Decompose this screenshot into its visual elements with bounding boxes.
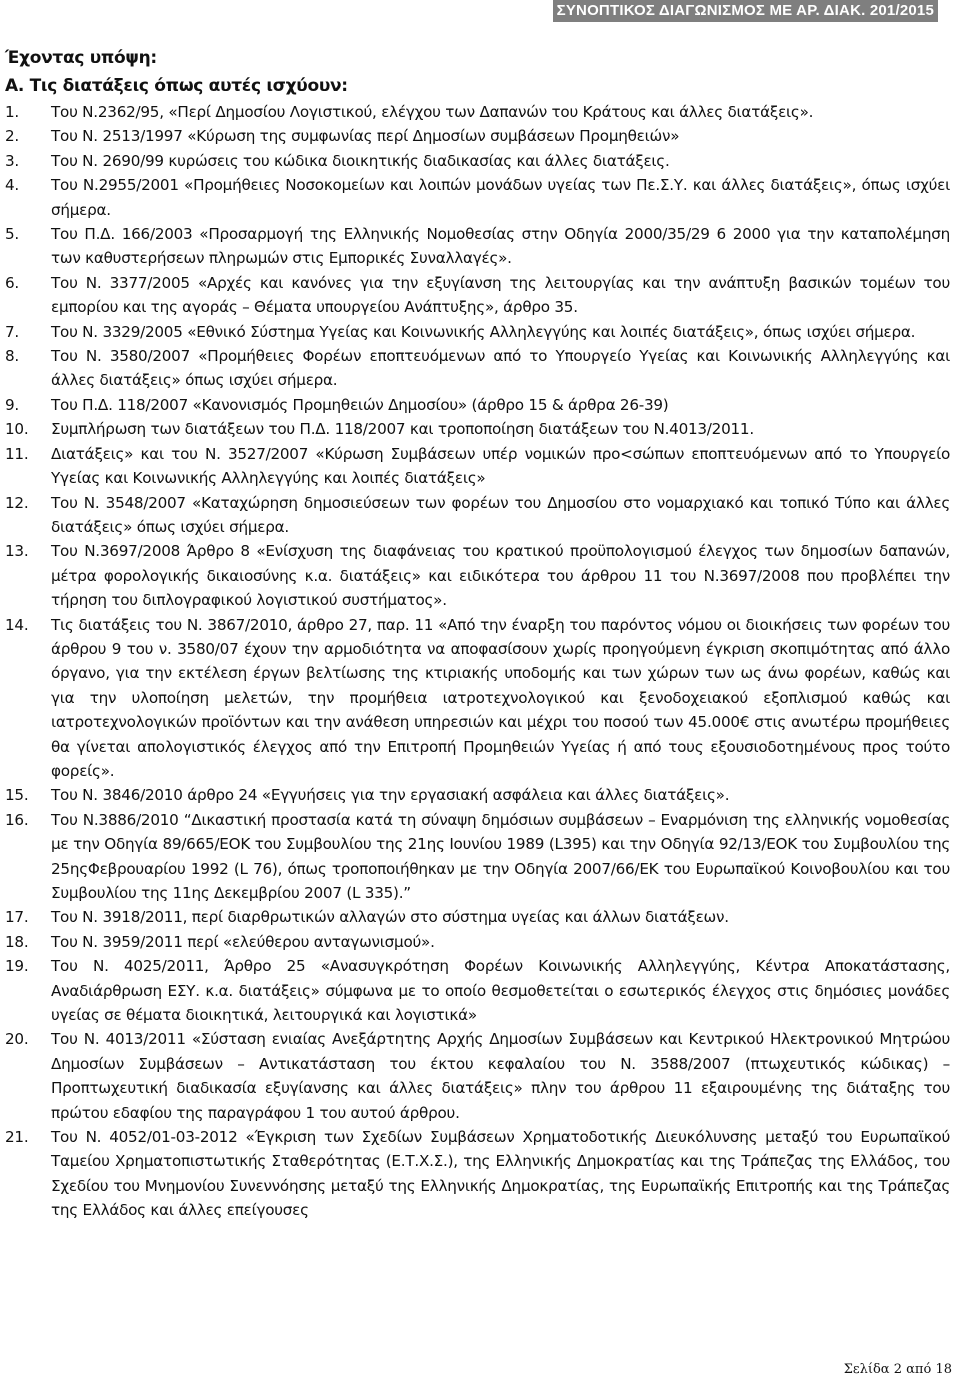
list-item-number: 16. — [5, 810, 29, 829]
list-item-number: 15. — [5, 786, 29, 805]
list-item-text: Του Ν. 3580/2007 «Προμήθειες Φορέων εποπτευόμενων από το Υπουργείο Υγείας και Κοινωνικής Αλληλεγγύης και άλλες διατάξεις» όπως ισχύει σήμερα. — [51, 347, 950, 390]
list-item-text: Του Ν.2955/2001 «Προμήθειες Νοσοκομείων και λοιπών μονάδων υγείας των Πε.Σ.Υ. και άλλες διατάξεις», όπως ισχύει σήμερα. — [51, 176, 950, 219]
list-item — [5, 344, 950, 393]
list-item — [5, 149, 950, 173]
list-item-number: 14. — [5, 615, 29, 634]
list-item — [5, 491, 950, 540]
list-item-text: Του Ν. 3959/2011 περί «ελεύθερου ανταγωνισμού». — [51, 932, 435, 951]
intro-section — [5, 44, 348, 100]
list-item-text: Του Ν. 4025/2011, Άρθρο 25 «Ανασυγκρότηση Φορέων Κοινωνικής Αλληλεγγύης, Κέντρα Αποκατάστασης, Αναδιάρθρωση ΕΣΥ. κ.α. διατάξεις» σύμφωνα με το οποίο θεσμοθετείται ο εσωτερικός έλεγχος στις δημόσιες μονάδες υγείας σε θέματα διοικητικά, λειτουργικά και λογιστικά» — [51, 957, 950, 1025]
list-item — [5, 1125, 950, 1223]
list-item-number: 5. — [5, 225, 19, 244]
list-item — [5, 442, 950, 491]
list-item — [5, 320, 950, 344]
list-item — [5, 539, 950, 612]
list-item-number: 10. — [5, 420, 29, 439]
list-item-text: Διατάξεις» και του Ν. 3527/2007 «Κύρωση Συμβάσεων υπέρ νομικών προ<σώπων εποπτευόμενων από το Υπουργείο Υγείας και Κοινωνικής Αλληλεγγύης και λοιπές διατάξεις» — [51, 444, 950, 488]
page-footer — [844, 1362, 952, 1378]
list-item-text: Του Ν. 3377/2005 «Αρχές και κανόνες για την εξυγίανση της λειτουργίας και την ανάπτυξη βασικών τομέων του εμπορίου και της αγοράς – Θέματα υπουργείου Ανάπτυξης», άρθρο 35. — [51, 273, 950, 317]
page-total: 18 — [935, 1362, 952, 1377]
list-item-number: 19. — [5, 957, 29, 976]
list-item-number: 4. — [5, 176, 19, 195]
list-item — [5, 100, 950, 124]
list-item — [5, 930, 950, 954]
list-item-text: Τις διατάξεις του Ν. 3867/2010, άρθρο 27, παρ. 11 «Από την έναρξη του παρόντος νόμου οι διοικήσεις των φορέων του άρθρου 9 του ν. 3580/07 έχουν την αρμοδιότητα να αποφασίσουν χωρίς προηγούμενη έγκριση σκοπιμότητας από άλλο όργανο, για την εκτέλεση έργων βελτίωσης της κτιριακής υποδομής και των χώρων των ως άνω φορέων, καθώς και για την υλοποίηση μελετών, την προμήθεια ιατροτεχνολογικού και ξενοδοχειακού εξοπλισμού καθώς και ιατροτεχνολογικών προϊόντων και την ανάθεση υπηρεσιών και μέχρι του ποσού των 45.000€ στις ανωτέρω προμήθειες θα γίνεται απολογιστικός έλεγχος από την Επιτροπή Προμηθειών Υγείας ή από τους εξουσιοδοτημένους προς τούτο φορείς». — [51, 615, 950, 780]
list-item-text: Του Π.Δ. 118/2007 «Κανονισμός Προμηθειών Δημοσίου» (άρθρο 15 & άρθρα 26-39) — [51, 395, 669, 414]
list-item-number: 20. — [5, 1030, 29, 1049]
list-item-text: Του Ν.3697/2008 Άρθρο 8 «Ενίσχυση της διαφάνειας του κρατικού προϋπολογισμού έλεγχος των δημοσίων δαπανών, μέτρα φορολογικής δικαιοσύνης κ.α. διατάξεις» και ειδικότερα του άρθρου 11 του Ν.3697/2008 που προβλέπει την τήρηση του διπλογραφικού λογιστικού συστήματος». — [51, 542, 950, 610]
list-item-number: 2. — [5, 127, 19, 146]
list-item — [5, 417, 950, 441]
intro-subheading: Α. Τις διατάξεις όπως αυτές ισχύουν: — [5, 76, 348, 96]
list-item — [5, 1027, 950, 1125]
law-list — [5, 100, 950, 1223]
list-item — [5, 173, 950, 222]
list-item-number: 9. — [5, 395, 19, 414]
list-item-text: Του Ν.2362/95, «Περί Δημοσίου Λογιστικού, ελέγχου των Δαπανών του Κράτους και άλλες διατάξεις». — [51, 103, 814, 121]
list-item-number: 6. — [5, 273, 19, 292]
list-item-text: Του Ν. 4052/01-03-2012 «Έγκριση των Σχεδίων Συμβάσεων Χρηματοδοτικής Διευκόλυνσης μεταξύ του Ευρωπαϊκού Ταμείου Χρηματοπιστωτικής Σταθερότητας (Ε.Τ.Χ.Σ.), της Ελληνικής Δημοκρατίας και της Τράπεζας της Ελλάδος, του Σχεδίου του Μνημονίου Συνεννόησης μεταξύ της Ελληνικής Δημοκρατίας, της Ευρωπαϊκής Επιτροπής και της Τράπεζας της Ελλάδος και άλλες επείγουσες — [51, 1128, 950, 1220]
list-item-text: Του Ν. 2513/1997 «Κύρωση της συμφωνίας περί Δημοσίων συμβάσεων Προμηθειών» — [51, 127, 680, 146]
list-item-text: Του Ν. 4013/2011 «Σύσταση ενιαίας Ανεξάρτητης Αρχής Δημοσίων Συμβάσεων και Κεντρικού Ηλεκτρονικού Μητρώου Δημοσίων Συμβάσεων – Αντικατάσταση του έκτου κεφαλαίου του Ν. 3588/2007 (πτωχευτικός κώδικας) – Προπτωχευτική διαδικασία εξυγίανσης και άλλες διατάξεις» πλην του άρθρου 11 εξαιρουμένης της διάταξης του πρώτου εδαφίου της παραγράφου 1 του αυτού άρθρου. — [51, 1030, 950, 1122]
page-sep: από — [906, 1362, 932, 1377]
list-item-number: 8. — [5, 347, 19, 366]
list-item — [5, 271, 950, 320]
document-header — [0, 0, 960, 22]
list-item-number: 18. — [5, 932, 29, 951]
header-title: ΣΥΝΟΠΤΙΚΟΣ ΔΙΑΓΩΝΙΣΜΟΣ ΜΕ ΑΡ. ΔΙΑΚ. 201/2015 — [553, 0, 938, 22]
list-item — [5, 613, 950, 784]
list-item — [5, 808, 950, 906]
list-item-number: 12. — [5, 493, 29, 512]
list-item — [5, 783, 950, 807]
list-item-text: Συμπλήρωση των διατάξεων του Π.Δ. 118/2007 και τροποποίηση διατάξεων του Ν.4013/2011. — [51, 420, 754, 439]
page-current: 2 — [893, 1362, 903, 1377]
list-item-number: 7. — [5, 322, 19, 341]
list-item-text: Του Ν. 3846/2010 άρθρο 24 «Εγγυήσεις για την εργασιακή ασφάλεια και άλλες διατάξεις». — [51, 786, 730, 805]
list-item — [5, 954, 950, 1027]
list-item-text: Του Π.Δ. 166/2003 «Προσαρμογή της Ελληνικής Νομοθεσίας στην Οδηγία 2000/35/29 6 2000 για την καταπολέμηση των καθυστερήσεων πληρωμών στις Εμπορικές Συναλλαγές». — [51, 225, 950, 268]
list-item-text: Του Ν. 3918/2011, περί διαρθρωτικών αλλαγών στο σύστημα υγείας και άλλων διατάξεων. — [51, 908, 729, 927]
list-item — [5, 124, 950, 148]
list-item-number: 3. — [5, 151, 19, 170]
intro-heading: Έχοντας υπόψη: — [5, 48, 157, 68]
page-label: Σελίδα — [843, 1362, 890, 1377]
list-item — [5, 905, 950, 929]
list-item-text: Του Ν.3886/2010 “Δικαστική προστασία κατά τη σύναψη δημόσιων συμβάσεων – Εναρμόνιση της ελληνικής νομοθεσίας με την Οδηγία 89/665/ΕΟΚ του Συμβουλίου της 21ης Ιουνίου 1989 (L395) και την Οδηγία 92/13/ΕΟΚ του Συμβουλίου της 25ηςΦεβρουαρίου 1992 (L 76), όπως τροποποιήθηκαν με την Οδηγία 2007/66/ΕΚ του Ευρωπαϊκού Κοινοβουλίου και του Συμβουλίου της 11ης Δεκεμβρίου 2007 (L 335).” — [51, 810, 950, 902]
list-item-text: Του Ν. 3329/2005 «Εθνικό Σύστημα Υγείας και Κοινωνικής Αλληλεγγύης και λοιπές διατάξεις», όπως ισχύει σήμερα. — [51, 322, 916, 341]
list-item — [5, 222, 950, 271]
list-item-number: 13. — [5, 542, 29, 561]
list-item-text: Του Ν. 2690/99 κυρώσεις του κώδικα διοικητικής διαδικασίας και άλλες διατάξεις. — [51, 151, 670, 170]
list-item-number: 17. — [5, 908, 29, 927]
list-item-number: 21. — [5, 1128, 29, 1147]
list-item-number: 11. — [5, 444, 29, 463]
list-item — [5, 393, 950, 417]
list-item-number: 1. — [5, 103, 19, 121]
list-item-text: Του Ν. 3548/2007 «Καταχώρηση δημοσιεύσεων των φορέων του Δημοσίου στο νομαρχιακό και τοπικό Τύπο και άλλες διατάξεις» όπως ισχύει σήμερα. — [51, 493, 950, 536]
